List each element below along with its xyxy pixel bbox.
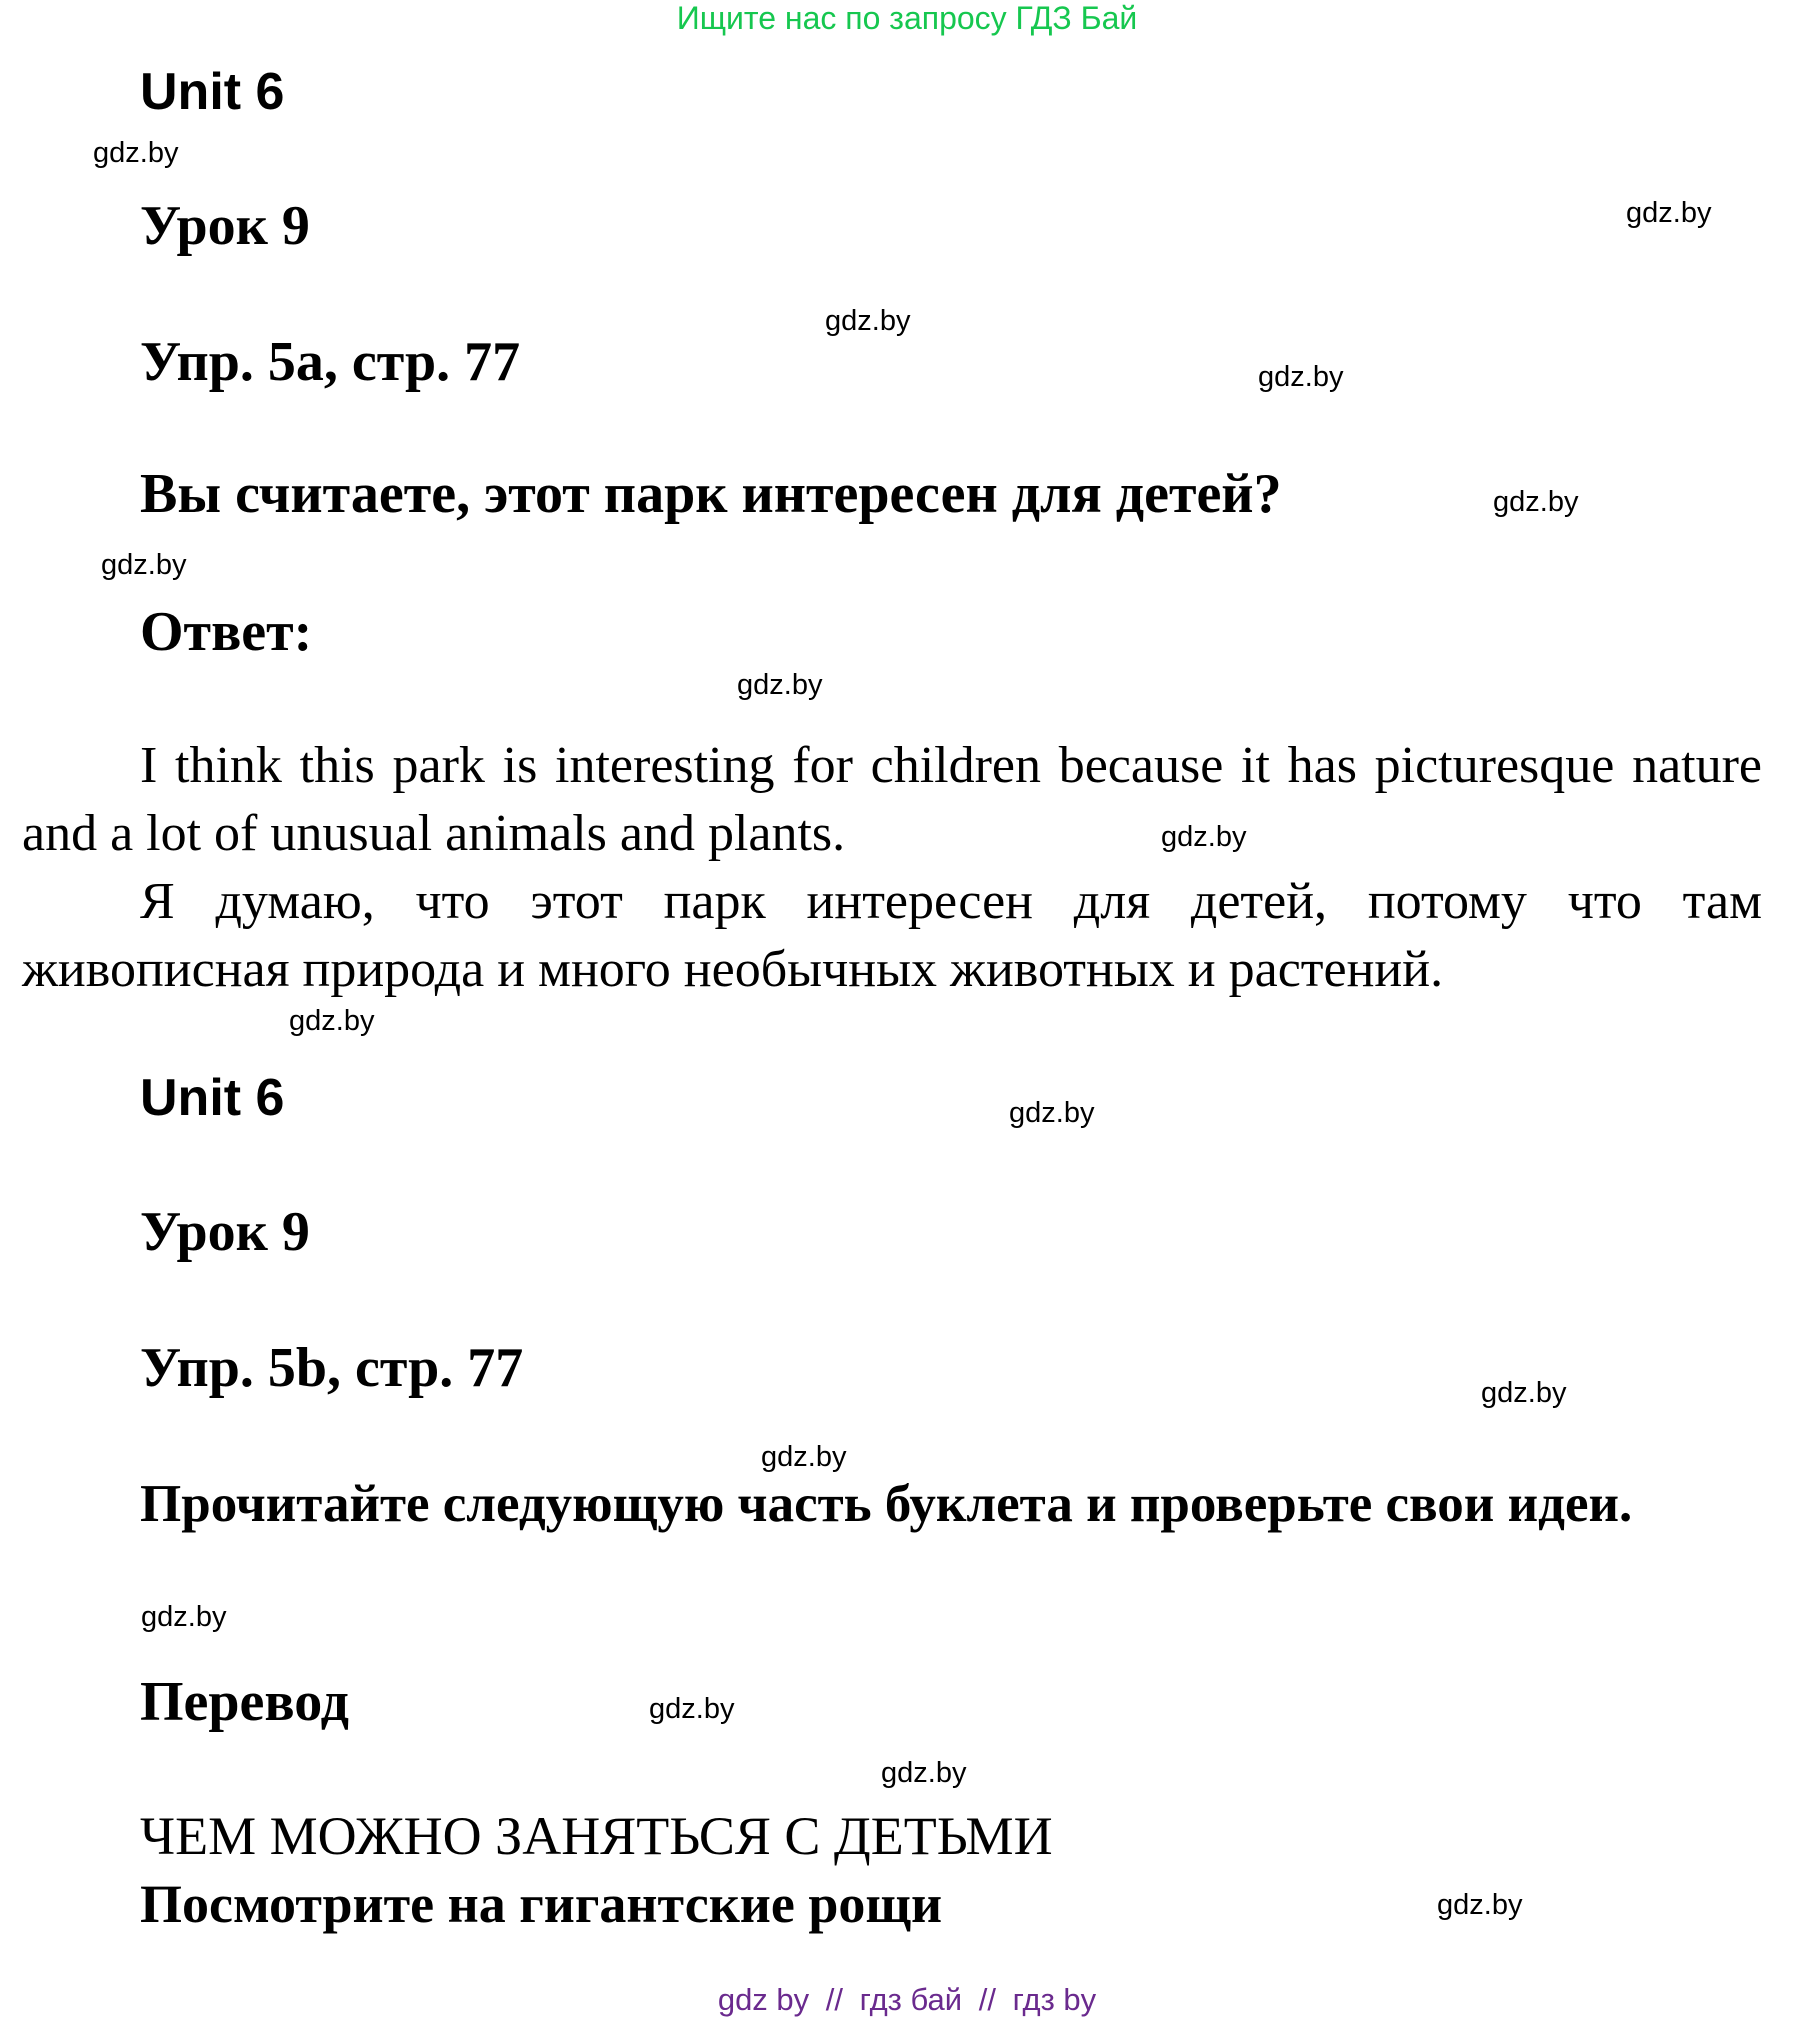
unit-heading-2: Unit 6 [140, 1069, 285, 1127]
watermark: gdz.by [881, 1757, 967, 1789]
answer-english: I think this park is interesting for children because it has picturesque nature and a lot of unusual animals and plants. [22, 737, 1762, 862]
exercise-heading-2: Упр. 5b, стр. 77 [140, 1337, 524, 1399]
footer-separator: // [825, 1982, 844, 2017]
exercise-heading: Упр. 5a, стр. 77 [140, 331, 521, 393]
top-banner: Ищите нас по запросу ГДЗ Бай [676, 0, 1138, 36]
question-text: Вы считаете, этот парк интересен для детей? [140, 463, 1282, 525]
task-text: Прочитайте следующую часть буклета и проверьте свои идеи. [140, 1475, 1633, 1533]
watermark: gdz.by [1161, 821, 1247, 853]
answer-russian: Я думаю, что этот парк интересен для детей, потому что там живописная природа и много необычных животных и растений. [22, 873, 1762, 998]
watermark: gdz.by [289, 1005, 375, 1037]
translation-label: Перевод [140, 1671, 349, 1733]
watermark: gdz.by [1009, 1097, 1095, 1129]
footer-link-gdz-by[interactable]: gdz by [717, 1982, 810, 2017]
watermark: gdz.by [737, 669, 823, 701]
watermark: gdz.by [1258, 361, 1344, 393]
watermark: gdz.by [1626, 197, 1712, 229]
watermark: gdz.by [1481, 1377, 1567, 1409]
watermark: gdz.by [1493, 486, 1579, 518]
watermark: gdz.by [825, 305, 911, 337]
unit-heading: Unit 6 [140, 63, 285, 121]
lesson-heading: Урок 9 [140, 195, 310, 257]
lesson-heading-2: Урок 9 [140, 1201, 310, 1263]
watermark: gdz.by [649, 1693, 735, 1725]
watermark: gdz.by [93, 137, 179, 169]
footer-link-gdz-by-cyr[interactable]: гдз by [1012, 1982, 1097, 2017]
watermark: gdz.by [1437, 1889, 1523, 1921]
footer-separator: // [978, 1982, 996, 2017]
watermark: gdz.by [101, 549, 187, 581]
section-title: ЧЕМ МОЖНО ЗАНЯТЬСЯ С ДЕТЬМИ [140, 1806, 1053, 1866]
answer-label: Ответ: [140, 601, 313, 663]
footer-links [0, 1982, 1814, 2018]
watermark: gdz.by [761, 1441, 847, 1473]
footer-link-gdz-bai[interactable]: гдз бай [859, 1982, 963, 2017]
subsection-title: Посмотрите на гигантские рощи [140, 1874, 943, 1934]
watermark: gdz.by [141, 1601, 227, 1633]
